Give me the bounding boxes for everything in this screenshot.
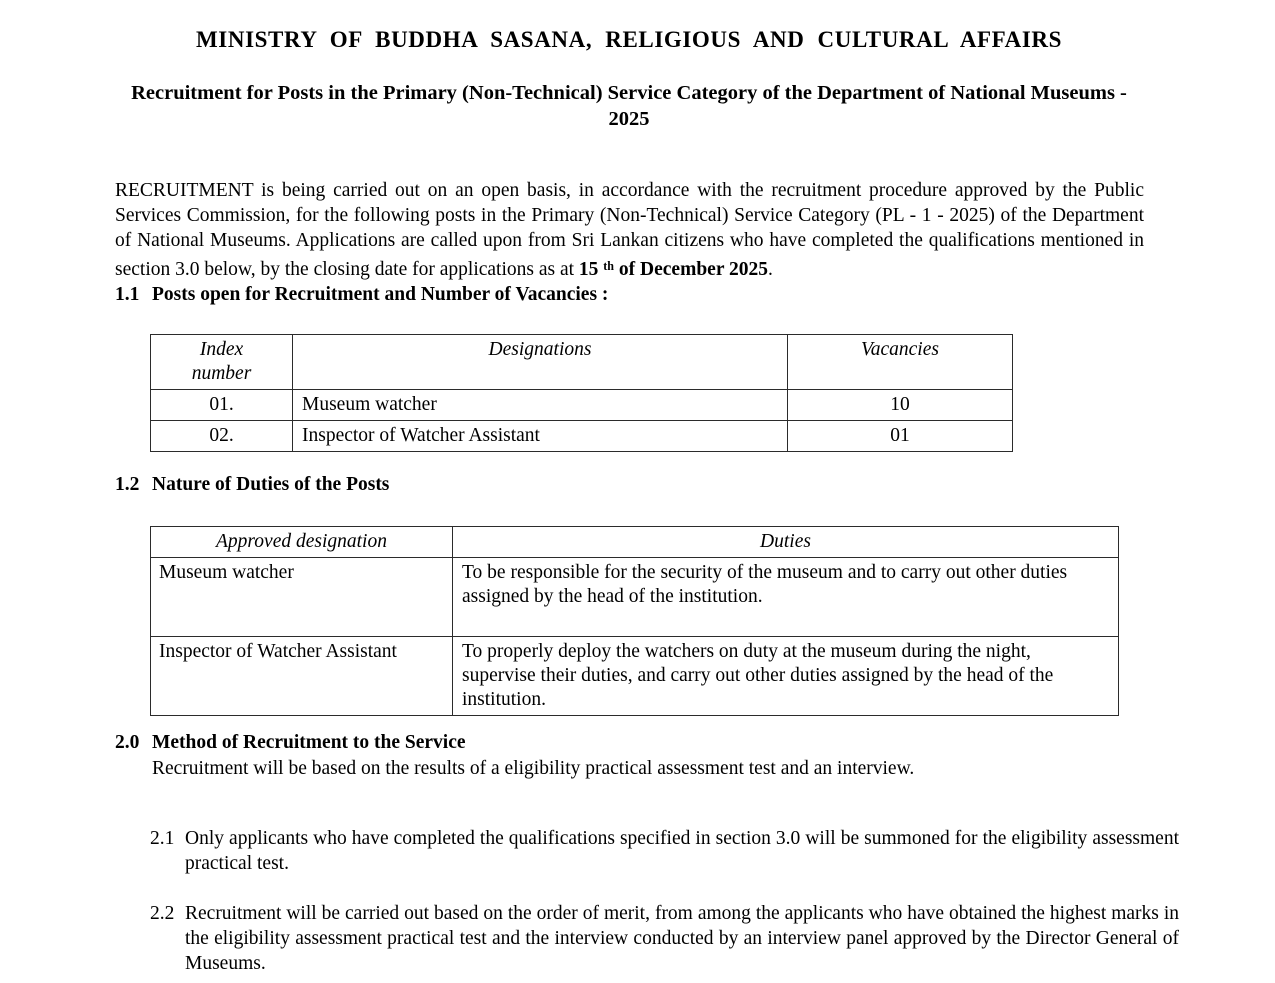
item-number-2-2: 2.2 bbox=[150, 902, 175, 924]
deadline-ordinal-suffix: th bbox=[603, 258, 615, 273]
cell-index: 01. bbox=[151, 390, 293, 421]
section-title-1-1: Posts open for Recruitment and Number of Vacancies : bbox=[152, 284, 609, 305]
cell-approved-designation: Inspector of Watcher Assistant bbox=[151, 637, 453, 716]
column-header-duties: Duties bbox=[453, 527, 1119, 558]
column-header-approved-designation: Approved designation bbox=[151, 527, 453, 558]
table-row bbox=[151, 390, 1013, 421]
table-header-row bbox=[151, 335, 1013, 390]
table-row bbox=[151, 558, 1119, 637]
duties-table bbox=[150, 526, 1119, 716]
section-number-2-0: 2.0 bbox=[115, 732, 140, 753]
column-header-index-line1: Index bbox=[199, 339, 244, 360]
vacancies-table bbox=[150, 334, 1013, 452]
section-heading-1-1 bbox=[115, 283, 608, 307]
column-header-vacancies: Vacancies bbox=[788, 335, 1013, 390]
page-title: MINISTRY OF BUDDHA SASANA, RELIGIOUS AND CULTURAL AFFAIRS bbox=[196, 27, 1062, 52]
cell-designation: Inspector of Watcher Assistant bbox=[293, 421, 788, 452]
item-number-2-1: 2.1 bbox=[150, 827, 175, 849]
section-heading-2-0 bbox=[115, 731, 466, 755]
section-number-1-1: 1.1 bbox=[115, 284, 140, 305]
section-title-2-0: Method of Recruitment to the Service bbox=[152, 732, 466, 753]
cell-vacancies: 10 bbox=[788, 390, 1013, 421]
section-title-1-2: Nature of Duties of the Posts bbox=[152, 474, 390, 495]
cell-approved-designation: Museum watcher bbox=[151, 558, 453, 637]
intro-text-body: RECRUITMENT is being carried out on an open basis, in accordance with the recruitment procedure approved by the Public Services Commission, for the following posts in the Primary (Non-Technical) Service Category (PL - 1 - 2025) of the Department of National Museums. Applications are called upon from Sri Lankan citizens who have completed the qualifications mentioned in section 3.0 below, by the closing date for applications as at bbox=[115, 179, 1144, 280]
numbered-item-2-1 bbox=[150, 826, 1179, 877]
section-2-lead-text: Recruitment will be based on the results of a eligibility practical assessment test and an interview. bbox=[152, 758, 915, 779]
item-text-2-1: Only applicants who have completed the qualifications specified in section 3.0 will be summoned for the eligibility assessment practical test. bbox=[185, 827, 1179, 874]
deadline-day: 15 bbox=[578, 258, 604, 280]
cell-index: 02. bbox=[151, 421, 293, 452]
column-header-designations: Designations bbox=[293, 335, 788, 390]
cell-duties: To be responsible for the security of the museum and to carry out other duties assigned by the head of the institution. bbox=[453, 558, 1119, 637]
section-number-1-2: 1.2 bbox=[115, 474, 140, 495]
table-row bbox=[151, 637, 1119, 716]
cell-duties: To properly deploy the watchers on duty at the museum during the night, supervise their duties, and carry out other duties assigned by the head of the institution. bbox=[453, 637, 1119, 716]
cell-designation: Museum watcher bbox=[293, 390, 788, 421]
section-heading-1-2 bbox=[115, 473, 389, 497]
document-subtitle: Recruitment for Posts in the Primary (Non-Technical) Service Category of the Department of National Museums - 2025 bbox=[131, 82, 1127, 130]
column-header-index-line2: number bbox=[191, 363, 252, 384]
intro-paragraph bbox=[115, 178, 1144, 283]
table-header-row bbox=[151, 527, 1119, 558]
deadline-month-year: of December 2025 bbox=[614, 258, 768, 280]
item-text-2-2: Recruitment will be carried out based on the order of merit, from among the applicants who have obtained the highest marks in the eligibility assessment practical test and the interview conducted by an interview panel approved by the Director General of Museums. bbox=[185, 902, 1179, 975]
numbered-item-2-2 bbox=[150, 901, 1179, 977]
table-row bbox=[151, 421, 1013, 452]
cell-vacancies: 01 bbox=[788, 421, 1013, 452]
intro-end-period: . bbox=[768, 258, 773, 280]
column-header-index-number bbox=[151, 335, 293, 390]
